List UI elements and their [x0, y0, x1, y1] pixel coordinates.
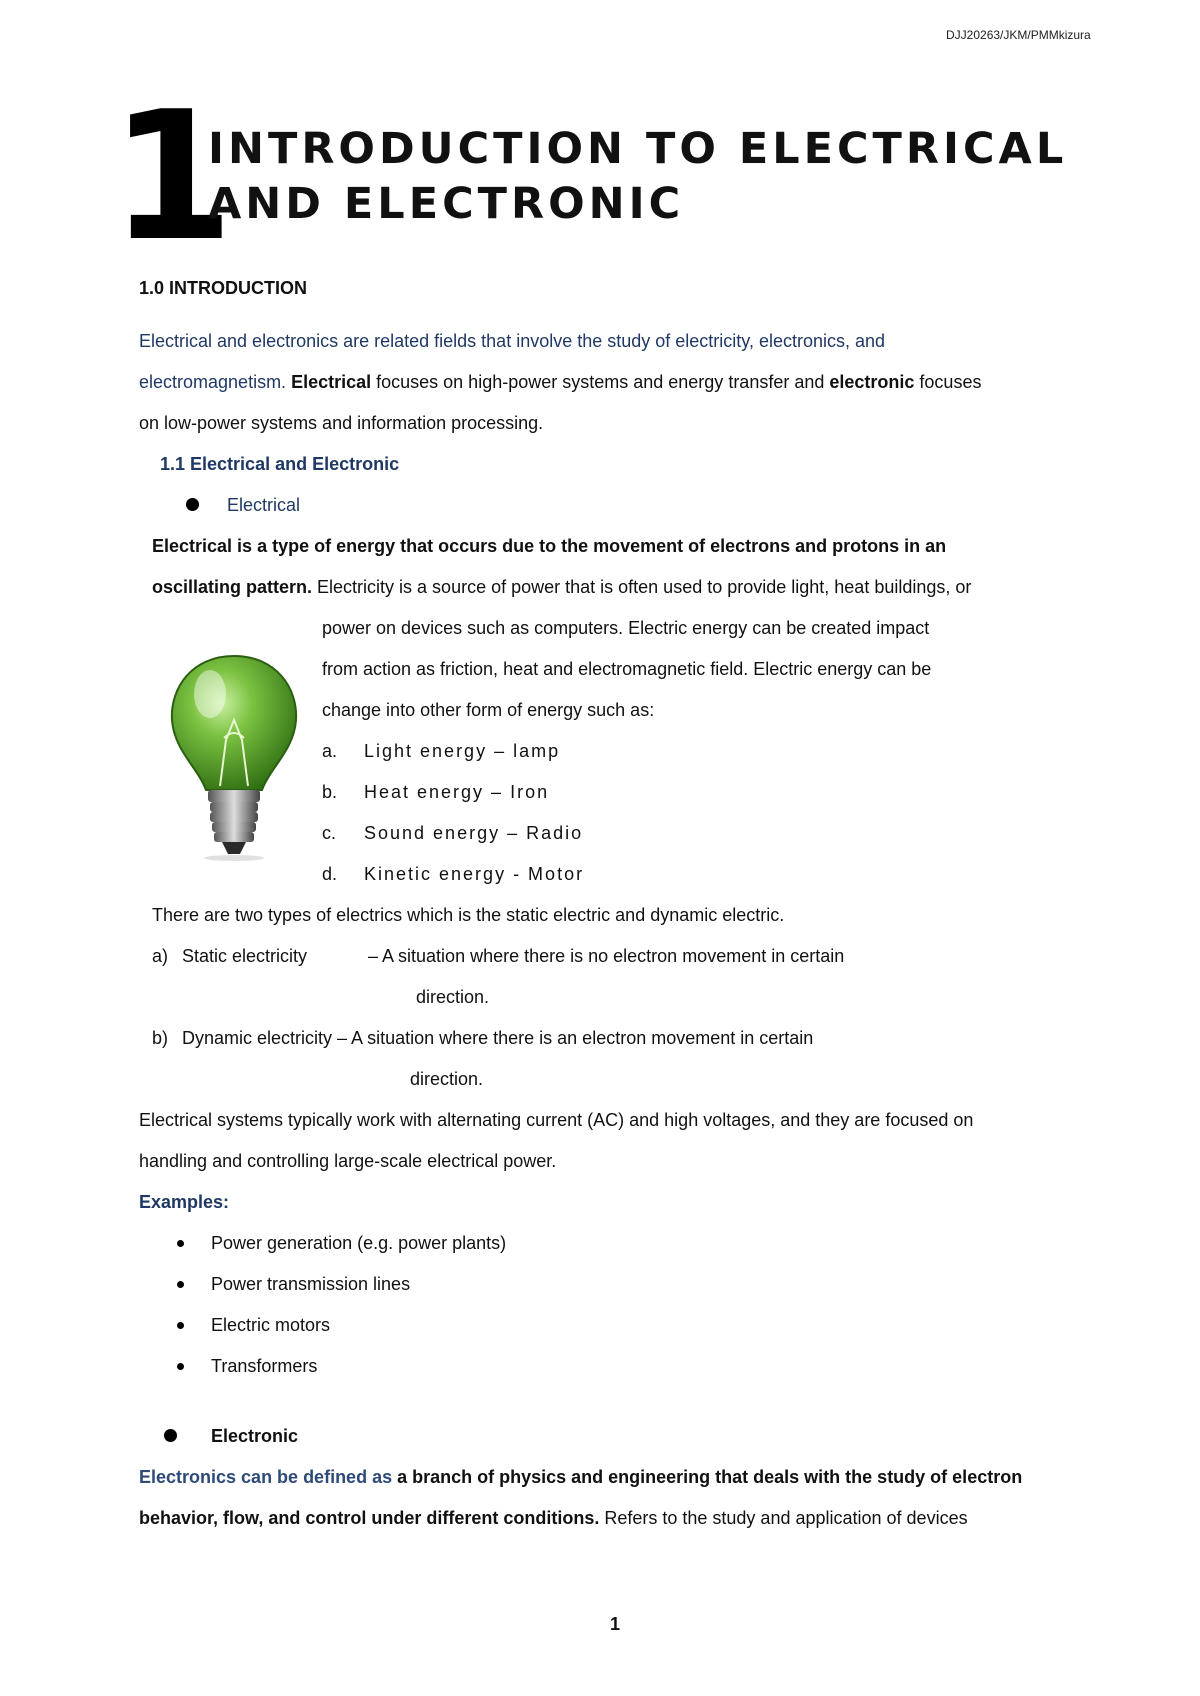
dynamic-electricity-line-2: direction. — [410, 1069, 484, 1089]
chapter-title-line-2: AND ELECTRONIC — [208, 179, 685, 229]
energy-form-item: d. Kinetic energy - Motor — [322, 864, 585, 884]
page-number: 1 — [610, 1614, 621, 1634]
intro-heading: 1.0 INTRODUCTION — [139, 278, 308, 298]
example-item: Power generation (e.g. power plants) — [211, 1233, 507, 1253]
examples-heading: Examples: — [139, 1192, 230, 1212]
example-item: Transformers — [211, 1356, 318, 1376]
bullet-dot-icon — [186, 498, 199, 511]
electronic-definition-line-1: Electronics can be defined as a branch of physics and engineering that deals with the study of electron — [139, 1467, 1023, 1487]
bullet-electrical: Electrical — [227, 495, 301, 515]
bullet-dot-icon — [177, 1240, 184, 1247]
electrical-definition-line-1: Electrical is a type of energy that occurs due to the movement of electrons and protons in an — [152, 536, 947, 556]
electrical-systems-line-2: handling and controlling large-scale electrical power. — [139, 1151, 557, 1171]
intro-paragraph-line-1: Electrical and electronics are related fields that involve the study of electricity, electronics, and — [139, 331, 886, 351]
bullet-dot-icon — [164, 1429, 177, 1442]
example-item: Power transmission lines — [211, 1274, 411, 1294]
example-item: Electric motors — [211, 1315, 331, 1335]
header-code: DJJ20263/JKM/PMMkizura — [946, 28, 1091, 42]
electric-energy-line-1: power on devices such as computers. Electric energy can be created impact — [322, 618, 930, 638]
electrical-definition-line-2: oscillating pattern. Electricity is a source of power that is often used to provide light, heat buildings, or — [152, 577, 972, 597]
types-intro: There are two types of electrics which is the static electric and dynamic electric. — [152, 905, 785, 925]
energy-form-item: b. Heat energy – Iron — [322, 782, 550, 802]
static-electricity-line-1: a) Static electricity – A situation where there is no electron movement in certain — [152, 946, 845, 966]
intro-paragraph-line-2: electromagnetism. Electrical focuses on high-power systems and energy transfer and electronic focuses — [139, 372, 982, 392]
energy-form-item: a. Light energy – lamp — [322, 741, 561, 761]
chapter-number: 1 — [110, 73, 228, 280]
intro-paragraph-line-3: on low-power systems and information processing. — [139, 413, 544, 433]
bullet-dot-icon — [177, 1281, 184, 1288]
bullet-electronic: Electronic — [211, 1426, 299, 1446]
dynamic-electricity-line-1: b) Dynamic electricity – A situation where there is an electron movement in certain — [152, 1028, 814, 1048]
light-bulb-icon — [168, 650, 300, 862]
electronic-definition-line-2: behavior, flow, and control under different conditions. Refers to the study and application of devices — [139, 1508, 968, 1528]
bullet-dot-icon — [177, 1322, 184, 1329]
section-1-1-heading: 1.1 Electrical and Electronic — [160, 454, 400, 474]
energy-form-item: c. Sound energy – Radio — [322, 823, 584, 843]
chapter-title-line-1: INTRODUCTION TO ELECTRICAL — [208, 124, 1068, 174]
chapter-title — [208, 122, 1067, 232]
electrical-systems-line-1: Electrical systems typically work with alternating current (AC) and high voltages, and they are focused on — [139, 1110, 974, 1130]
static-electricity-line-2: direction. — [416, 987, 490, 1007]
electric-energy-line-2: from action as friction, heat and electromagnetic field. Electric energy can be — [322, 659, 932, 679]
electric-energy-line-3: change into other form of energy such as: — [322, 700, 655, 720]
bullet-dot-icon — [177, 1363, 184, 1370]
